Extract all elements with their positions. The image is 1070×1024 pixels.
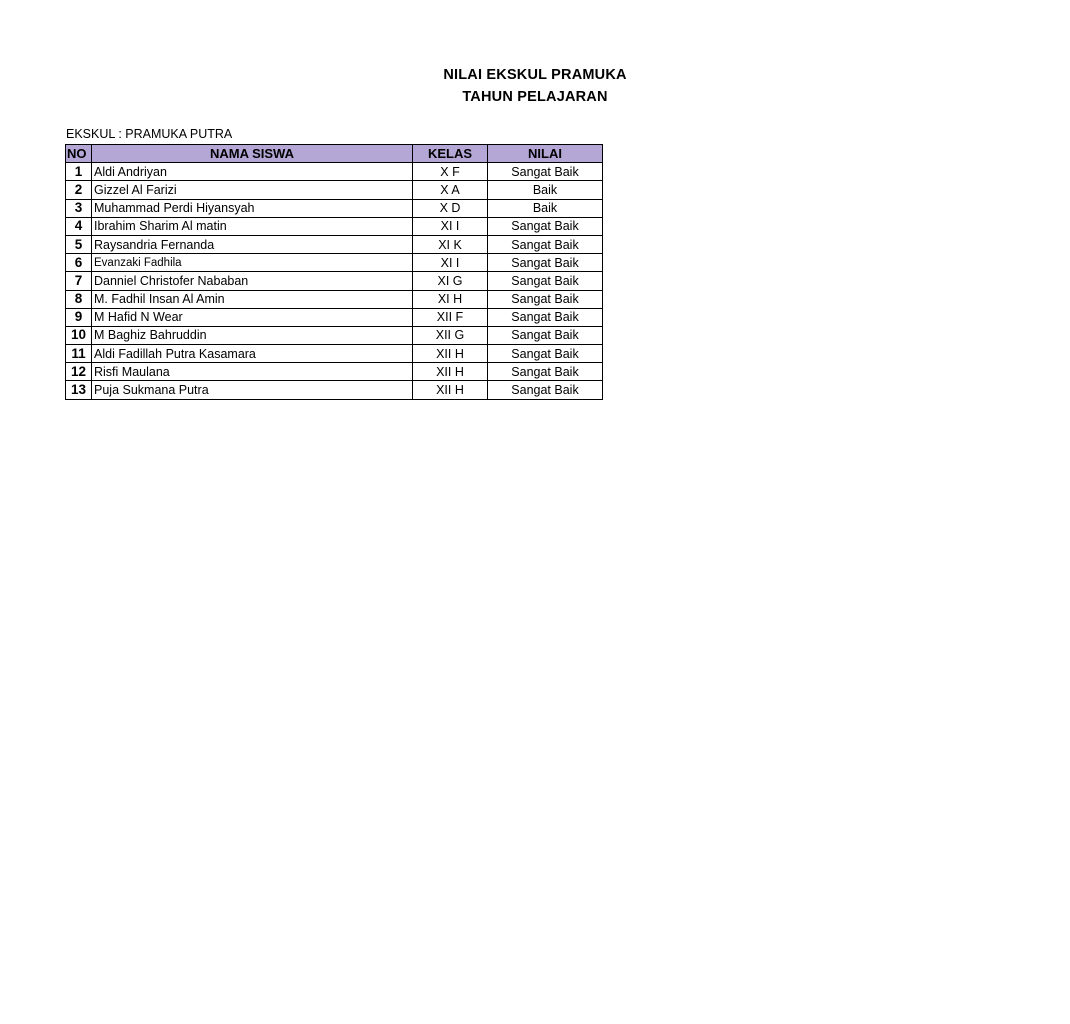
cell-nilai: Sangat Baik (488, 345, 603, 363)
cell-kelas: XII G (413, 326, 488, 344)
cell-no: 13 (66, 381, 92, 399)
cell-nilai: Sangat Baik (488, 217, 603, 235)
table-row (66, 163, 603, 181)
cell-nilai: Sangat Baik (488, 381, 603, 399)
table-row (66, 272, 603, 290)
cell-kelas: X A (413, 181, 488, 199)
cell-name: Evanzaki Fadhila (92, 254, 413, 272)
cell-nilai: Sangat Baik (488, 308, 603, 326)
cell-kelas: XI I (413, 254, 488, 272)
table-row (66, 363, 603, 381)
cell-name: Aldi Andriyan (92, 163, 413, 181)
cell-kelas: XI K (413, 235, 488, 253)
cell-kelas: XII F (413, 308, 488, 326)
cell-no: 4 (66, 217, 92, 235)
cell-kelas: XI I (413, 217, 488, 235)
cell-no: 5 (66, 235, 92, 253)
cell-name: Risfi Maulana (92, 363, 413, 381)
cell-no: 3 (66, 199, 92, 217)
ekskul-label: EKSKUL : PRAMUKA PUTRA (66, 127, 233, 141)
column-header-name: NAMA SISWA (92, 145, 413, 163)
cell-name: Muhammad Perdi Hiyansyah (92, 199, 413, 217)
table-body (66, 163, 603, 399)
cell-nilai: Sangat Baik (488, 163, 603, 181)
cell-nilai: Sangat Baik (488, 254, 603, 272)
table-row (66, 345, 603, 363)
cell-nilai: Baik (488, 181, 603, 199)
cell-name: M Baghiz Bahruddin (92, 326, 413, 344)
cell-kelas: X F (413, 163, 488, 181)
column-header-nilai: NILAI (488, 145, 603, 163)
column-header-no: NO (66, 145, 92, 163)
cell-kelas: XI G (413, 272, 488, 290)
cell-name: Danniel Christofer Nababan (92, 272, 413, 290)
cell-no: 1 (66, 163, 92, 181)
table-row (66, 254, 603, 272)
cell-no: 6 (66, 254, 92, 272)
cell-name: Ibrahim Sharim Al matin (92, 217, 413, 235)
table-row (66, 381, 603, 399)
cell-no: 8 (66, 290, 92, 308)
cell-no: 2 (66, 181, 92, 199)
cell-no: 10 (66, 326, 92, 344)
page-subtitle-year: TAHUN PELAJARAN (462, 89, 608, 105)
cell-nilai: Sangat Baik (488, 235, 603, 253)
cell-kelas: XII H (413, 345, 488, 363)
grades-table (65, 144, 603, 400)
cell-name: M. Fadhil Insan Al Amin (92, 290, 413, 308)
table-row (66, 199, 603, 217)
cell-nilai: Baik (488, 199, 603, 217)
table-row (66, 217, 603, 235)
cell-name: Gizzel Al Farizi (92, 181, 413, 199)
cell-no: 12 (66, 363, 92, 381)
cell-kelas: XII H (413, 363, 488, 381)
table-row (66, 308, 603, 326)
table-row (66, 326, 603, 344)
cell-name: Raysandria Fernanda (92, 235, 413, 253)
cell-nilai: Sangat Baik (488, 363, 603, 381)
table-row (66, 290, 603, 308)
cell-nilai: Sangat Baik (488, 272, 603, 290)
page-title: NILAI EKSKUL PRAMUKA (443, 67, 627, 83)
cell-no: 7 (66, 272, 92, 290)
table-row (66, 235, 603, 253)
cell-name: M Hafid N Wear (92, 308, 413, 326)
cell-nilai: Sangat Baik (488, 290, 603, 308)
cell-name: Aldi Fadillah Putra Kasamara (92, 345, 413, 363)
cell-kelas: XII H (413, 381, 488, 399)
table-row (66, 181, 603, 199)
cell-kelas: X D (413, 199, 488, 217)
cell-name: Puja Sukmana Putra (92, 381, 413, 399)
cell-nilai: Sangat Baik (488, 326, 603, 344)
column-header-kelas: KELAS (413, 145, 488, 163)
table-header-row (66, 145, 603, 163)
cell-kelas: XI H (413, 290, 488, 308)
cell-no: 9 (66, 308, 92, 326)
cell-no: 11 (66, 345, 92, 363)
